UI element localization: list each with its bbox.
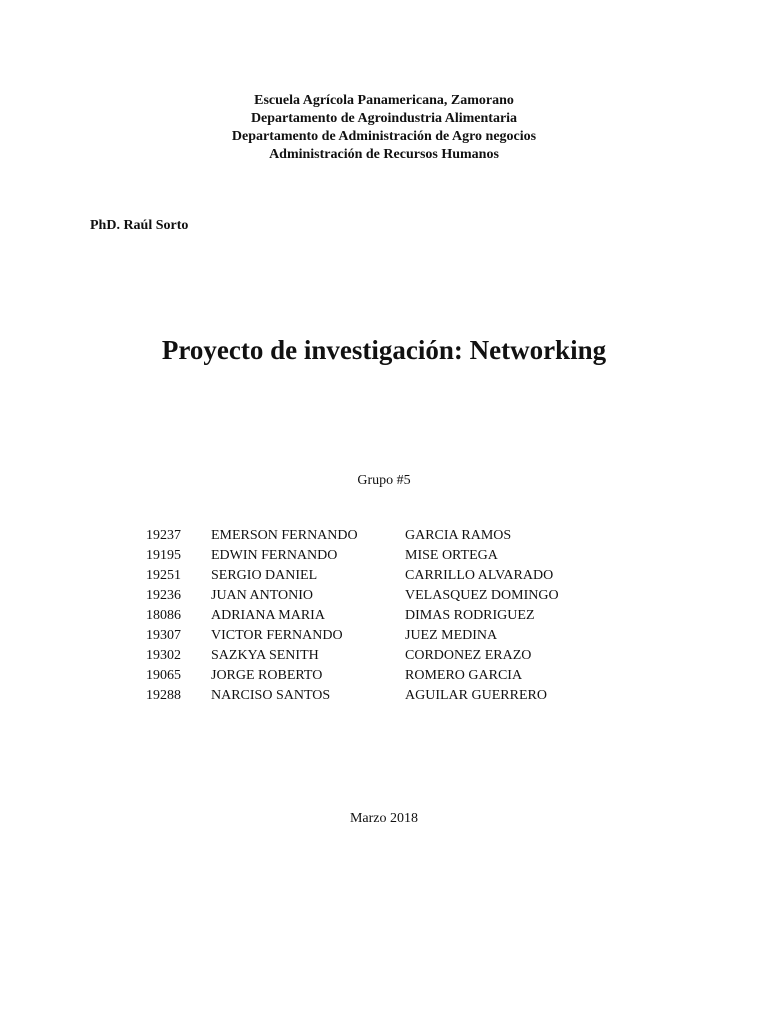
institution-header [0, 92, 768, 164]
member-first-name: JUAN ANTONIO [211, 588, 314, 603]
member-id: 19065 [146, 668, 181, 683]
header-course: Administración de Recursos Humanos [269, 147, 499, 162]
member-last-name: JUEZ MEDINA [405, 628, 498, 643]
member-first-name: EDWIN FERNANDO [211, 548, 338, 563]
header-school: Escuela Agrícola Panamericana, Zamorano [254, 93, 514, 108]
member-first-name: SAZKYA SENITH [211, 648, 319, 663]
member-first-name: ADRIANA MARIA [211, 608, 325, 623]
document-title: Proyecto de investigación: Networking [161, 335, 607, 365]
member-first-name: SERGIO DANIEL [211, 568, 318, 583]
member-first-name: EMERSON FERNANDO [211, 528, 358, 543]
document-date: Marzo 2018 [349, 811, 419, 826]
header-department-agroindustry: Departamento de Agroindustria Alimentaria [250, 111, 518, 126]
member-last-name: VELASQUEZ DOMINGO [405, 588, 559, 603]
group-label: Grupo #5 [357, 473, 411, 488]
member-last-name: CORDONEZ ERAZO [405, 648, 532, 663]
member-last-name: MISE ORTEGA [405, 548, 498, 563]
member-id: 19288 [146, 688, 181, 703]
member-last-name: CARRILLO ALVARADO [405, 568, 554, 583]
member-id: 19307 [146, 628, 181, 643]
member-id: 19237 [146, 528, 181, 543]
header-department-agribusiness: Departamento de Administración de Agro negocios [231, 129, 537, 144]
member-first-name: VICTOR FERNANDO [211, 628, 343, 643]
member-id: 18086 [146, 608, 181, 623]
member-id: 19251 [146, 568, 181, 583]
member-first-name: JORGE ROBERTO [211, 668, 323, 683]
member-id: 19302 [146, 648, 181, 663]
member-last-name: AGUILAR GUERRERO [405, 688, 547, 703]
professor-name: PhD. Raúl Sorto [90, 218, 189, 233]
member-id: 19236 [146, 588, 181, 603]
member-last-name: DIMAS RODRIGUEZ [405, 608, 535, 623]
member-first-name: NARCISO SANTOS [211, 688, 331, 703]
member-last-name: ROMERO GARCIA [405, 668, 523, 683]
member-last-name: GARCIA RAMOS [405, 528, 512, 543]
member-id: 19195 [146, 548, 181, 563]
